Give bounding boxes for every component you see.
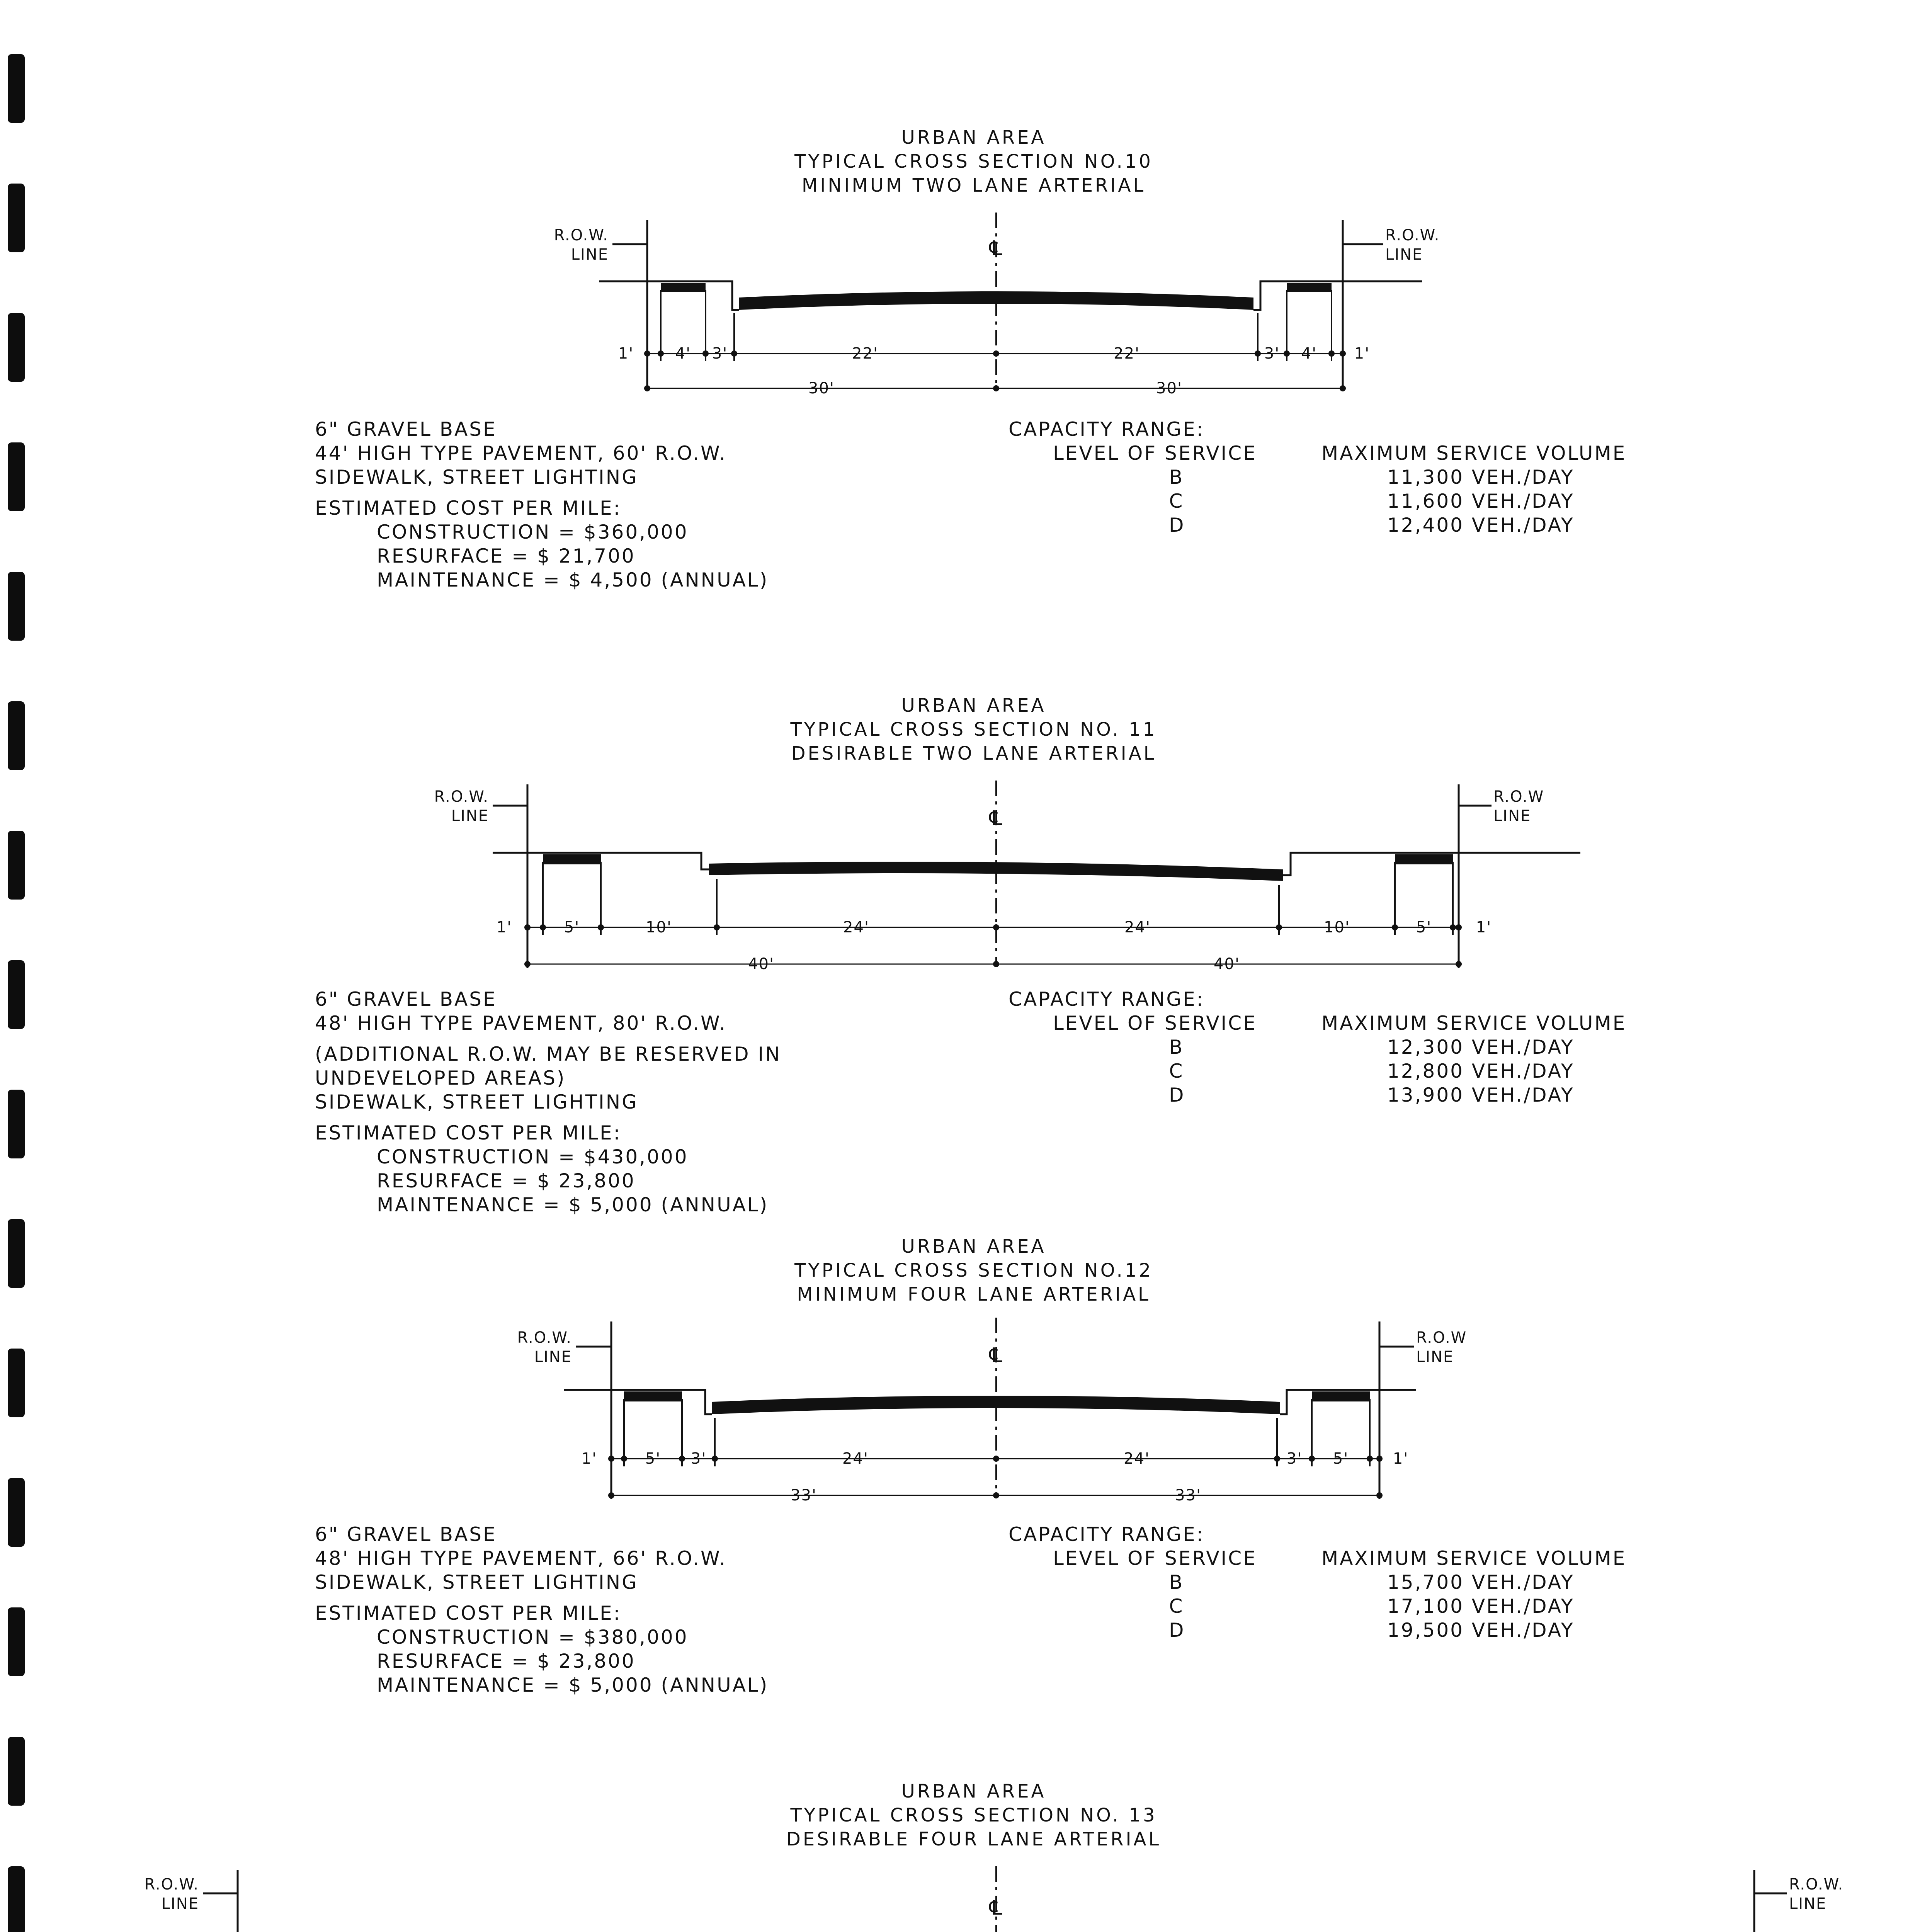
cross-section-diagram xyxy=(0,209,1932,410)
cost-line: CONSTRUCTION = $430,000 xyxy=(377,1146,689,1168)
row-label: LINE xyxy=(1789,1895,1827,1913)
cost-heading: ESTIMATED COST PER MILE: xyxy=(315,1602,622,1624)
capacity-heading: CAPACITY RANGE: xyxy=(1009,418,1205,440)
sidewalk-left xyxy=(624,1391,682,1401)
service-volume: 12,800 VEH./DAY xyxy=(1387,1060,1575,1082)
spec-line: (ADDITIONAL R.O.W. MAY BE RESERVED IN xyxy=(315,1043,781,1065)
specifications xyxy=(315,417,952,592)
capacity-range xyxy=(1009,1522,1704,1642)
half-width-label: 30' xyxy=(1156,379,1182,397)
capacity-range xyxy=(1009,417,1704,537)
row-label: LINE xyxy=(1493,807,1531,825)
title-line: MINIMUM FOUR LANE ARTERIAL xyxy=(797,1284,1151,1305)
sidewalk-right xyxy=(1287,283,1332,292)
dim-label: 3' xyxy=(1264,345,1280,362)
dim-label: 22' xyxy=(852,345,878,362)
section-title xyxy=(464,1235,1484,1306)
title-line: TYPICAL CROSS SECTION NO. 11 xyxy=(790,719,1157,740)
service-volume: 17,100 VEH./DAY xyxy=(1387,1595,1575,1617)
service-level: D xyxy=(1169,1619,1185,1641)
dim-label: 4' xyxy=(1301,345,1317,362)
capacity-row xyxy=(1009,1594,1704,1618)
cross-section-diagram xyxy=(0,1862,1932,1932)
centerline-symbol: ℄ xyxy=(989,1344,1003,1367)
capacity-row xyxy=(1009,489,1704,513)
specifications xyxy=(315,987,952,1217)
row-label: R.O.W xyxy=(1493,788,1544,806)
section-title xyxy=(464,1779,1484,1851)
spec-line: 48' HIGH TYPE PAVEMENT, 80' R.O.W. xyxy=(315,1012,727,1034)
column-header: LEVEL OF SERVICE xyxy=(1053,1012,1257,1034)
capacity-heading: CAPACITY RANGE: xyxy=(1009,1523,1205,1546)
binding-bar xyxy=(8,1090,25,1158)
capacity-heading: CAPACITY RANGE: xyxy=(1009,988,1205,1010)
cost-heading: ESTIMATED COST PER MILE: xyxy=(315,1122,622,1144)
row-label: R.O.W. xyxy=(517,1329,572,1347)
capacity-row xyxy=(1009,1059,1704,1083)
half-width-label: 33' xyxy=(791,1486,817,1504)
sidewalk-right xyxy=(1395,854,1453,864)
half-width-label: 40' xyxy=(1214,955,1240,973)
section-title xyxy=(464,694,1484,765)
specifications xyxy=(315,1522,952,1697)
service-level: B xyxy=(1169,1571,1184,1594)
cost-line: RESURFACE = $ 23,800 xyxy=(377,1650,636,1672)
centerline-symbol: ℄ xyxy=(989,807,1003,830)
capacity-row xyxy=(1009,465,1704,489)
dim-label: 24' xyxy=(843,918,869,936)
dim-label: 3' xyxy=(712,345,728,362)
spec-line: 48' HIGH TYPE PAVEMENT, 66' R.O.W. xyxy=(315,1547,727,1570)
spec-line: 44' HIGH TYPE PAVEMENT, 60' R.O.W. xyxy=(315,442,727,464)
spec-line: 6" GRAVEL BASE xyxy=(315,988,497,1010)
service-level: C xyxy=(1169,1595,1184,1617)
column-header: LEVEL OF SERVICE xyxy=(1053,1547,1257,1570)
service-volume: 11,600 VEH./DAY xyxy=(1387,490,1575,512)
service-level: D xyxy=(1169,1084,1185,1106)
row-label: LINE xyxy=(1416,1348,1454,1366)
binding-bar xyxy=(8,1737,25,1806)
title-line: DESIRABLE FOUR LANE ARTERIAL xyxy=(786,1828,1162,1850)
row-label: LINE xyxy=(571,246,609,264)
half-width-label: 40' xyxy=(748,955,774,973)
row-label: LINE xyxy=(534,1348,572,1366)
dim-label: 1' xyxy=(1393,1450,1409,1468)
cost-line: MAINTENANCE = $ 5,000 (ANNUAL) xyxy=(377,1194,769,1216)
title-line: URBAN AREA xyxy=(901,695,1046,716)
sidewalk-right xyxy=(1312,1391,1370,1401)
dim-label: 4' xyxy=(675,345,691,362)
service-volume: 15,700 VEH./DAY xyxy=(1387,1571,1575,1594)
spec-line: SIDEWALK, STREET LIGHTING xyxy=(315,1091,638,1113)
spec-line: 6" GRAVEL BASE xyxy=(315,1523,497,1546)
dim-label: 5' xyxy=(1416,918,1432,936)
service-volume: 11,300 VEH./DAY xyxy=(1387,466,1575,488)
title-line: URBAN AREA xyxy=(901,1236,1046,1257)
spec-line: SIDEWALK, STREET LIGHTING xyxy=(315,466,638,488)
title-line: MINIMUM TWO LANE ARTERIAL xyxy=(801,175,1146,196)
title-line: URBAN AREA xyxy=(901,127,1046,148)
dim-label: 1' xyxy=(1354,345,1370,362)
column-header: MAXIMUM SERVICE VOLUME xyxy=(1321,442,1627,464)
dim-label: 10' xyxy=(646,918,672,936)
row-label: R.O.W. xyxy=(434,788,489,806)
row-label: R.O.W xyxy=(1416,1329,1467,1347)
spec-line: UNDEVELOPED AREAS) xyxy=(315,1067,566,1089)
section-title xyxy=(464,126,1484,197)
half-width-label: 33' xyxy=(1175,1486,1201,1504)
cost-line: MAINTENANCE = $ 4,500 (ANNUAL) xyxy=(377,569,769,591)
service-level: C xyxy=(1169,490,1184,512)
capacity-row xyxy=(1009,1570,1704,1594)
service-volume: 12,400 VEH./DAY xyxy=(1387,514,1575,536)
dim-label: 24' xyxy=(842,1450,869,1468)
service-volume: 13,900 VEH./DAY xyxy=(1387,1084,1575,1106)
cost-line: MAINTENANCE = $ 5,000 (ANNUAL) xyxy=(377,1674,769,1696)
column-header: LEVEL OF SERVICE xyxy=(1053,442,1257,464)
dim-label: 1' xyxy=(618,345,634,362)
row-label: LINE xyxy=(161,1895,199,1913)
spec-line: SIDEWALK, STREET LIGHTING xyxy=(315,1571,638,1594)
row-label: LINE xyxy=(1385,246,1423,264)
cost-heading: ESTIMATED COST PER MILE: xyxy=(315,497,622,519)
dim-label: 5' xyxy=(564,918,580,936)
row-label: R.O.W. xyxy=(554,226,609,244)
capacity-row xyxy=(1009,1035,1704,1059)
title-line: TYPICAL CROSS SECTION NO.12 xyxy=(794,1260,1153,1281)
centerline-symbol: ℄ xyxy=(989,237,1003,260)
centerline-symbol: ℄ xyxy=(989,1896,1003,1920)
dim-label: 24' xyxy=(1124,918,1151,936)
half-width-label: 30' xyxy=(808,379,835,397)
sidewalk-left xyxy=(543,854,601,864)
spec-line: 6" GRAVEL BASE xyxy=(315,418,497,440)
dim-label: 1' xyxy=(1476,918,1492,936)
cross-section-diagram xyxy=(0,1314,1932,1515)
dim-label: 1' xyxy=(496,918,512,936)
dim-label: 5' xyxy=(1333,1450,1349,1468)
service-volume: 19,500 VEH./DAY xyxy=(1387,1619,1575,1641)
capacity-row xyxy=(1009,1083,1704,1107)
cost-line: CONSTRUCTION = $380,000 xyxy=(377,1626,689,1648)
capacity-row xyxy=(1009,513,1704,537)
row-label: R.O.W. xyxy=(144,1876,199,1893)
row-label: LINE xyxy=(451,807,489,825)
service-level: D xyxy=(1169,514,1185,536)
service-level: C xyxy=(1169,1060,1184,1082)
binding-bar xyxy=(8,701,25,770)
binding-bar xyxy=(8,572,25,641)
cost-line: RESURFACE = $ 21,700 xyxy=(377,545,636,567)
title-line: TYPICAL CROSS SECTION NO. 13 xyxy=(790,1804,1157,1826)
column-header: MAXIMUM SERVICE VOLUME xyxy=(1321,1547,1627,1570)
binding-bar xyxy=(8,1607,25,1676)
service-level: B xyxy=(1169,466,1184,488)
dim-label: 3' xyxy=(690,1450,707,1468)
cross-section-diagram xyxy=(0,777,1932,978)
title-line: URBAN AREA xyxy=(901,1781,1046,1802)
binding-bar xyxy=(8,442,25,511)
dim-label: 3' xyxy=(1286,1450,1303,1468)
title-line: DESIRABLE TWO LANE ARTERIAL xyxy=(791,743,1156,764)
dim-label: 10' xyxy=(1324,918,1350,936)
sidewalk-left xyxy=(661,283,706,292)
column-header: MAXIMUM SERVICE VOLUME xyxy=(1321,1012,1627,1034)
binding-bar xyxy=(8,1219,25,1288)
service-volume: 12,300 VEH./DAY xyxy=(1387,1036,1575,1058)
capacity-range xyxy=(1009,987,1704,1107)
cost-line: RESURFACE = $ 23,800 xyxy=(377,1170,636,1192)
dim-label: 24' xyxy=(1124,1450,1150,1468)
dim-label: 1' xyxy=(581,1450,597,1468)
dim-label: 22' xyxy=(1114,345,1140,362)
dim-label: 5' xyxy=(645,1450,661,1468)
binding-bar xyxy=(8,54,25,123)
capacity-row xyxy=(1009,1618,1704,1642)
cost-line: CONSTRUCTION = $360,000 xyxy=(377,521,689,543)
row-label: R.O.W. xyxy=(1385,226,1440,244)
title-line: TYPICAL CROSS SECTION NO.10 xyxy=(794,151,1153,172)
service-level: B xyxy=(1169,1036,1184,1058)
row-label: R.O.W. xyxy=(1789,1876,1844,1893)
